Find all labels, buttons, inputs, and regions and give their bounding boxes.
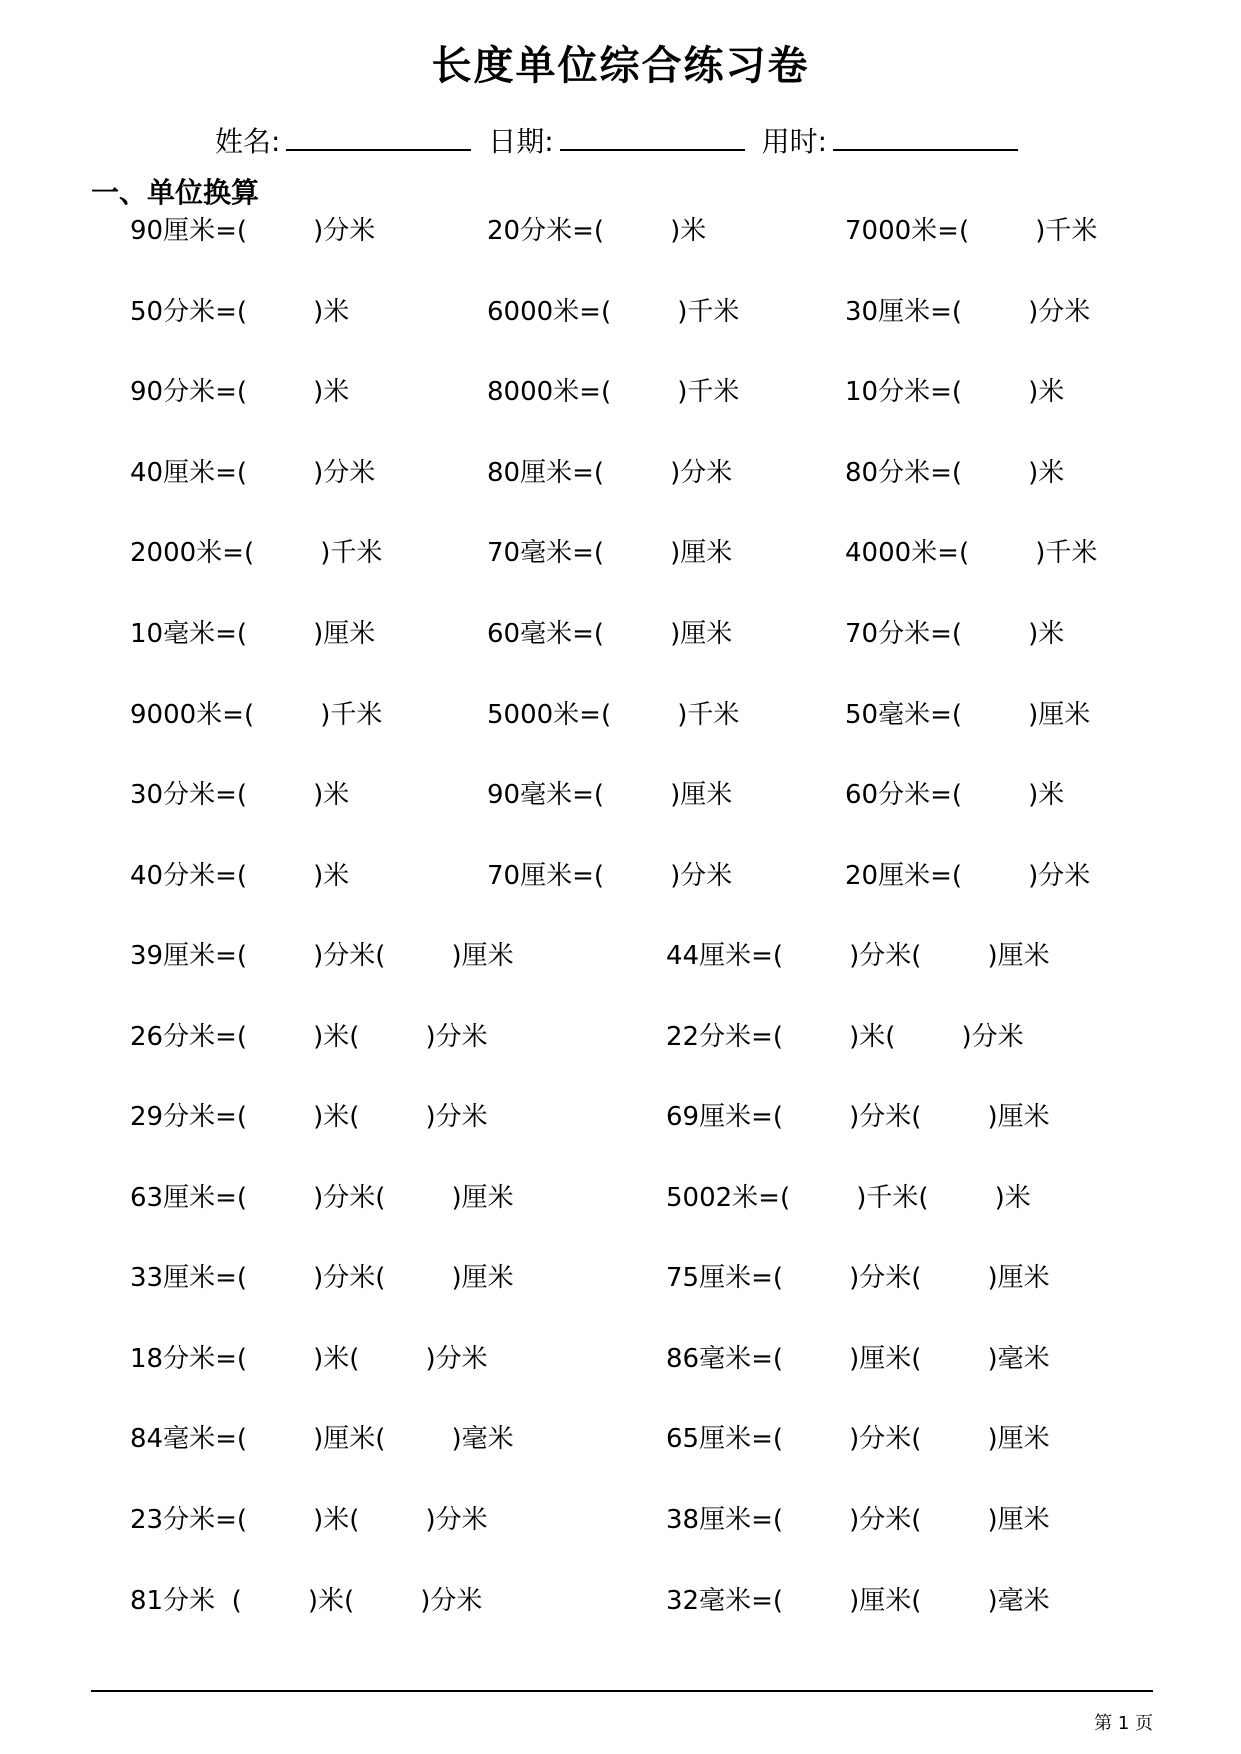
time-label: 用时: xyxy=(761,125,828,158)
name-label: 姓名: xyxy=(214,125,281,158)
problem: 30厘米=( )分米 xyxy=(845,297,1091,327)
problem: 90毫米=( )厘米 xyxy=(487,780,733,810)
problem: 7000米=( )千米 xyxy=(845,216,1098,246)
problem: 69厘米=( )分米( )厘米 xyxy=(666,1102,1050,1132)
problem: 65厘米=( )分米( )厘米 xyxy=(666,1424,1050,1454)
problem: 9000米=( )千米 xyxy=(130,700,383,730)
problem: 26分米=( )米( )分米 xyxy=(130,1022,488,1052)
problem: 10毫米=( )厘米 xyxy=(130,619,376,649)
problem: 4000米=( )千米 xyxy=(845,538,1098,568)
problem: 20厘米=( )分米 xyxy=(845,861,1091,891)
problem: 20分米=( )米 xyxy=(487,216,707,246)
footer-divider xyxy=(91,1690,1153,1692)
problem: 44厘米=( )分米( )厘米 xyxy=(666,941,1050,971)
problem: 81分米 ( )米( )分米 xyxy=(130,1586,483,1616)
problem: 8000米=( )千米 xyxy=(487,377,740,407)
problem: 38厘米=( )分米( )厘米 xyxy=(666,1505,1050,1535)
problem: 70厘米=( )分米 xyxy=(487,861,733,891)
date-label: 日期: xyxy=(488,125,554,158)
problem: 22分米=( )米( )分米 xyxy=(666,1022,1024,1052)
problem: 60分米=( )米 xyxy=(845,780,1065,810)
problem: 5002米=( )千米( )米 xyxy=(666,1183,1031,1213)
problem: 50分米=( )米 xyxy=(130,297,350,327)
problem: 29分米=( )米( )分米 xyxy=(130,1102,488,1132)
page-title: 长度单位综合练习卷 xyxy=(431,43,810,89)
problem: 10分米=( )米 xyxy=(845,377,1065,407)
problem: 60毫米=( )厘米 xyxy=(487,619,733,649)
problem: 40分米=( )米 xyxy=(130,861,350,891)
problem: 90厘米=( )分米 xyxy=(130,216,376,246)
page-number: 第 1 页 xyxy=(1094,1713,1153,1734)
problem: 30分米=( )米 xyxy=(130,780,350,810)
problem: 2000米=( )千米 xyxy=(130,538,383,568)
problem: 70毫米=( )厘米 xyxy=(487,538,733,568)
problem: 50毫米=( )厘米 xyxy=(845,700,1091,730)
problem: 80分米=( )米 xyxy=(845,458,1065,488)
problem: 86毫米=( )厘米( )毫米 xyxy=(666,1344,1050,1374)
section-title: 一、单位换算 xyxy=(91,176,260,209)
problem: 40厘米=( )分米 xyxy=(130,458,376,488)
problem: 70分米=( )米 xyxy=(845,619,1065,649)
problem: 32毫米=( )厘米( )毫米 xyxy=(666,1586,1050,1616)
problem: 75厘米=( )分米( )厘米 xyxy=(666,1263,1050,1293)
problem: 18分米=( )米( )分米 xyxy=(130,1344,488,1374)
problem: 84毫米=( )厘米( )毫米 xyxy=(130,1424,514,1454)
problem: 23分米=( )米( )分米 xyxy=(130,1505,488,1535)
problem: 33厘米=( )分米( )厘米 xyxy=(130,1263,514,1293)
problem: 80厘米=( )分米 xyxy=(487,458,733,488)
problem: 90分米=( )米 xyxy=(130,377,350,407)
problem: 39厘米=( )分米( )厘米 xyxy=(130,941,514,971)
problem: 6000米=( )千米 xyxy=(487,297,740,327)
problem: 5000米=( )千米 xyxy=(487,700,740,730)
problem: 63厘米=( )分米( )厘米 xyxy=(130,1183,514,1213)
